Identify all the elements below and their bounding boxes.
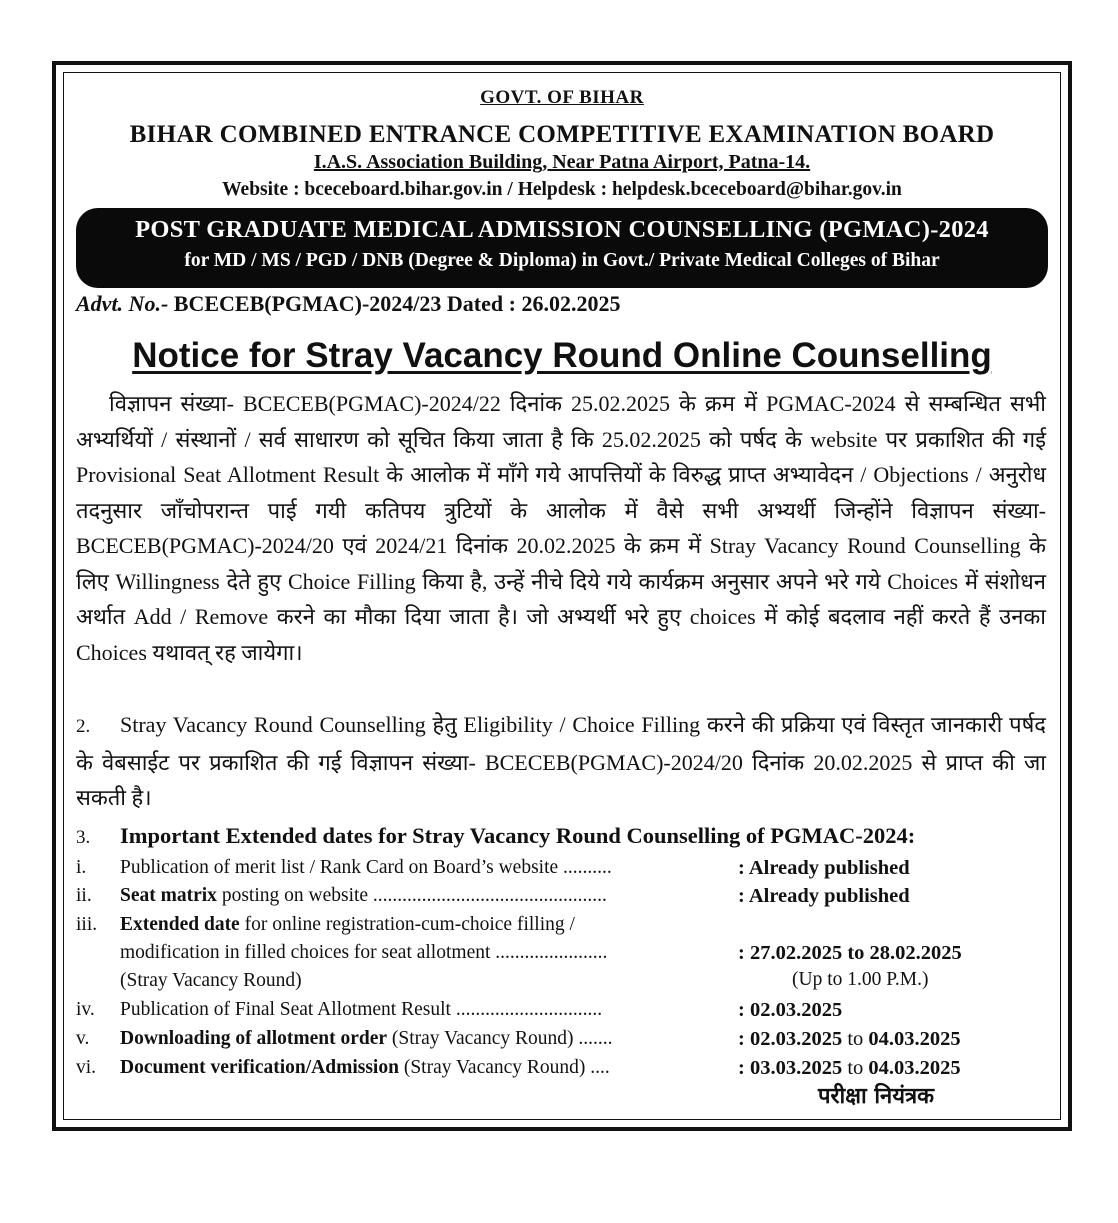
controller-signature: परीक्षा नियंत्रक [818, 1084, 935, 1109]
date-to-word: to [842, 1057, 869, 1079]
paragraph-2-number: 2. [76, 716, 91, 737]
schedule-row-number: vi. [76, 1057, 97, 1078]
schedule-row-text [120, 914, 575, 936]
advt-value: BCECEB(PGMAC)-2024/23 Dated : 26.02.2025 [168, 291, 621, 316]
schedule-row [76, 914, 1046, 942]
section-3-title: Important Extended dates for Stray Vacancy Round Counselling of PGMAC-2024: [120, 823, 916, 848]
schedule-row-value: : 02.03.2025 [738, 999, 843, 1021]
board-address: I.A.S. Association Building, Near Patna Airport, Patna-14. [313, 151, 811, 173]
govt-heading: GOVT. OF BIHAR [480, 87, 644, 108]
notice-frame [52, 61, 1072, 1131]
title-banner [76, 208, 1048, 288]
schedule-row-rest: (Stray Vacancy Round) .... [398, 1057, 610, 1078]
section-3-number: 3. [76, 827, 91, 848]
schedule-row [76, 942, 1046, 970]
schedule-row-bold: Extended date [120, 914, 240, 935]
schedule-row-number: ii. [76, 885, 92, 906]
schedule-row-text: Publication of merit list / Rank Card on Board’s website .......... [120, 857, 612, 878]
banner-title: POST GRADUATE MEDICAL ADMISSION COUNSELLING (PGMAC)-2024 [135, 216, 989, 243]
schedule-row-bold: Downloading of allotment order [120, 1028, 388, 1049]
date-to: 04.03.2025 [868, 1028, 961, 1050]
date-to-word: to [842, 1028, 869, 1050]
paragraph-1: विज्ञापन संख्या- BCECEB(PGMAC)-2024/22 दिनांक 25.02.2025 के क्रम में PGMAC-2024 से सम्बन्धित सभी अभ्यर्थियों / संस्थानों / सर्व साधारण को सूचित किया जाता है कि 25.02.2025 को पर्षद के website पर प्रकाशित की गई Provisional Seat Allotment Result के आलोक में माँगे गये आपत्तियों के विरुद्ध प्राप्त अभ्यावेदन / Objections / अनुरोध तदनुसार जाँचोपरान्त पाई गयी कतिपय त्रुटियों के आलोक में वैसे सभी अभ्यर्थी जिन्होंने विज्ञापन संख्या- BCECEB(PGMAC)-2024/20 एवं 2024/21 दिनांक 20.02.2025 के क्रम में Stray Vacancy Round Counselling के लिए Willingness देते हुए Choice Filling किया है, उन्हें नीचे दिये गये कार्यक्रम अनुसार अपने भरे गये Choices में संशोधन अर्थात Add / Remove करने का मौका दिया जाता है। जो अभ्यर्थी भरे हुए choices में कोई बदलाव नहीं करते हैं उनका Choices यथावत् रह जायेगा। [76, 391, 1046, 665]
schedule-row-text: (Stray Vacancy Round) [120, 970, 302, 991]
schedule-row-value [738, 1057, 961, 1080]
schedule-row-number: iv. [76, 999, 95, 1020]
paragraph-2 [76, 707, 1046, 816]
schedule-row-number: i. [76, 857, 87, 878]
schedule-row-number: v. [76, 1028, 90, 1049]
notice-inner-frame [63, 72, 1061, 1120]
time-note: (Up to 1.00 P.M.) [792, 969, 929, 990]
schedule-row [76, 999, 1046, 1027]
schedule-row-value: : Already published [738, 857, 910, 879]
schedule-row-number: iii. [76, 914, 98, 935]
schedule-row-value: : Already published [738, 885, 910, 907]
schedule-row-text [120, 1057, 610, 1079]
date-to: 04.03.2025 [868, 1057, 961, 1079]
schedule-row-bold: Document verification/Admission [120, 1057, 399, 1078]
schedule-row-rest: posting on website ................................................ [216, 885, 607, 906]
schedule-row-rest: for online registration-cum-choice filling / [239, 914, 575, 935]
schedule-row-value: : 27.02.2025 to 28.02.2025 [738, 942, 962, 964]
schedule-row-text [120, 885, 607, 907]
advt-label: Advt. No.- [76, 291, 169, 316]
banner-subtitle: for MD / MS / PGD / DNB (Degree & Diploma) in Govt./ Private Medical Colleges of Bihar [184, 250, 940, 271]
notice-title: Notice for Stray Vacancy Round Online Counselling [132, 336, 992, 375]
advertisement-number [76, 291, 620, 317]
schedule-row [76, 857, 1046, 885]
schedule-row [76, 1028, 1046, 1056]
paragraph-2-text: Stray Vacancy Round Counselling हेतु Eligibility / Choice Filling करने की प्रक्रिया एवं विस्तृत जानकारी पर्षद के वेबसाईट पर प्रकाशित की गई विज्ञापन संख्या- BCECEB(PGMAC)-2024/20 दिनांक 20.02.2025 से प्राप्त की जा सकती है। [76, 712, 1046, 810]
website-helpdesk-line: Website : bceceboard.bihar.gov.in / Helpdesk : helpdesk.bceceboard@bihar.gov.in [222, 179, 902, 200]
board-name: BIHAR COMBINED ENTRANCE COMPETITIVE EXAMINATION BOARD [129, 121, 995, 148]
date-from: : 03.03.2025 [738, 1057, 843, 1079]
schedule-row-bold: Seat matrix [120, 885, 217, 906]
schedule-row-text [120, 1028, 613, 1050]
schedule-row-text: Publication of Final Seat Allotment Result .............................. [120, 999, 603, 1020]
schedule-row-text: modification in filled choices for seat allotment ....................... [120, 942, 608, 963]
schedule-row-rest: (Stray Vacancy Round) ....... [387, 1028, 613, 1049]
schedule-row [76, 885, 1046, 913]
date-from: : 02.03.2025 [738, 1028, 843, 1050]
section-3-heading [76, 823, 1046, 849]
schedule-row-value [738, 1028, 961, 1051]
